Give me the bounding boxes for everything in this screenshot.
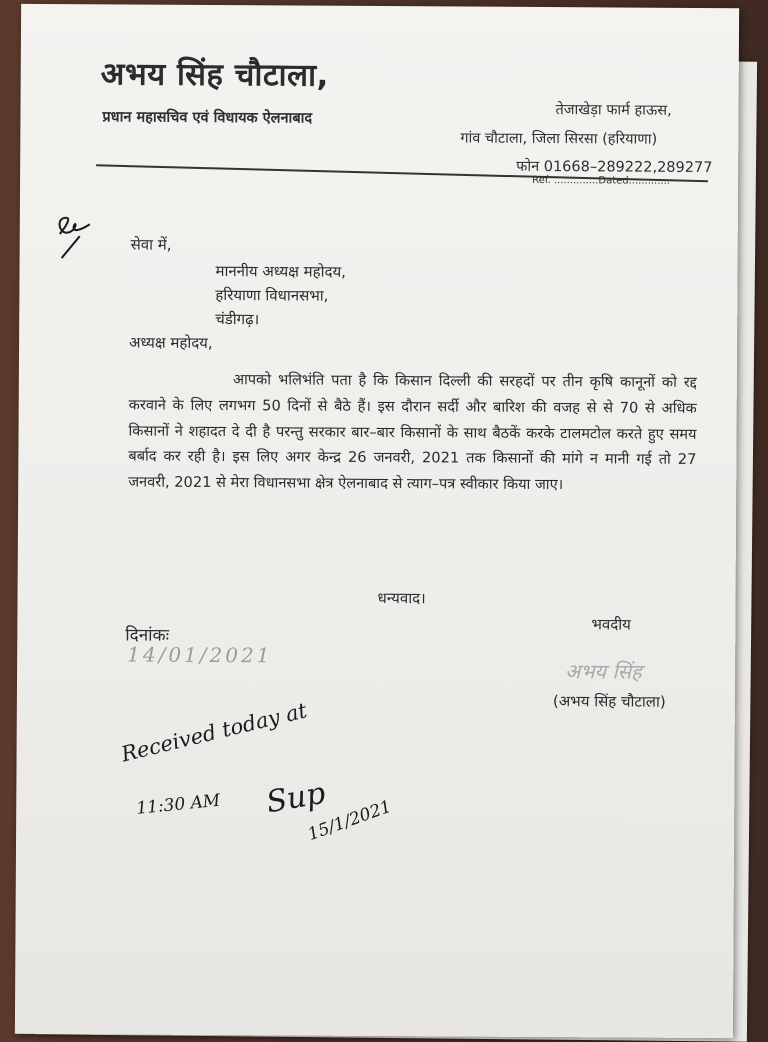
letterhead-designation: प्रधान महासचिव एवं विधायक ऐलनाबाद xyxy=(102,109,313,127)
signature: अभय सिंह xyxy=(565,659,642,684)
address-line-2: गांव चौटाला, जिला सिरसा (हरियाणा) xyxy=(460,130,658,148)
salutation: अध्यक्ष महोदय, xyxy=(129,333,213,352)
addressee-line: माननीय अध्यक्ष महोदय, xyxy=(215,262,347,281)
addressee-line: चंडीगढ़। xyxy=(215,310,260,329)
thanks-text: धन्यवाद। xyxy=(377,589,426,608)
handwritten-date: 14/01/2021 xyxy=(127,642,273,668)
receiver-initials: Sup xyxy=(263,775,328,821)
letter-sheet xyxy=(15,4,739,1038)
phone-number: फोन 01668–289222,289277 xyxy=(516,158,713,177)
received-note: Received today at xyxy=(118,698,310,767)
date-label: दिनांकः xyxy=(125,625,170,646)
forwarding-mark-icon xyxy=(50,206,110,266)
letter-body: आपको भलिभंति पता है कि किसान दिल्ली की सरहदों पर तीन कृषि कानूनों को रद्द करवाने के लिए लगभग 50 दिनों से बैठे हैं। इस दौरान सर्दी और बारिश की वजह से से 70 से अधिक किसानों ने शहादत दे दी है परन्तु सरकार बार–बार किसानों के साथ बैठकें करके टालमटोल करते हुए समय बर्बाद कर रही है। इस लिए अगर केन्द्र 26 जनवरी, 2021 तक किसानों की मांगे न मानी गई तो 27 जनवरी, 2021 से मेरा विधानसभा क्षेत्र ऐलनाबाद से त्याग–पत्र स्वीकार किया जाए। xyxy=(128,371,697,494)
received-date: 15/1/2021 xyxy=(305,796,395,845)
signatory-name: (अभय सिंह चौटाला) xyxy=(552,692,666,711)
received-time: 11:30 AM xyxy=(135,790,222,819)
ref-dated-line: Ref. ..............Dated............. xyxy=(532,174,671,187)
address-line-1: तेजाखेड़ा फार्म हाऊस, xyxy=(555,102,672,119)
to-label: सेवा में, xyxy=(130,235,172,254)
addressee-line: हरियाणा विधानसभा, xyxy=(215,286,329,305)
closing-text: भवदीय xyxy=(591,615,631,634)
addressee-block xyxy=(215,259,346,332)
letterhead-name: अभय सिंह चौटाला, xyxy=(100,56,330,94)
